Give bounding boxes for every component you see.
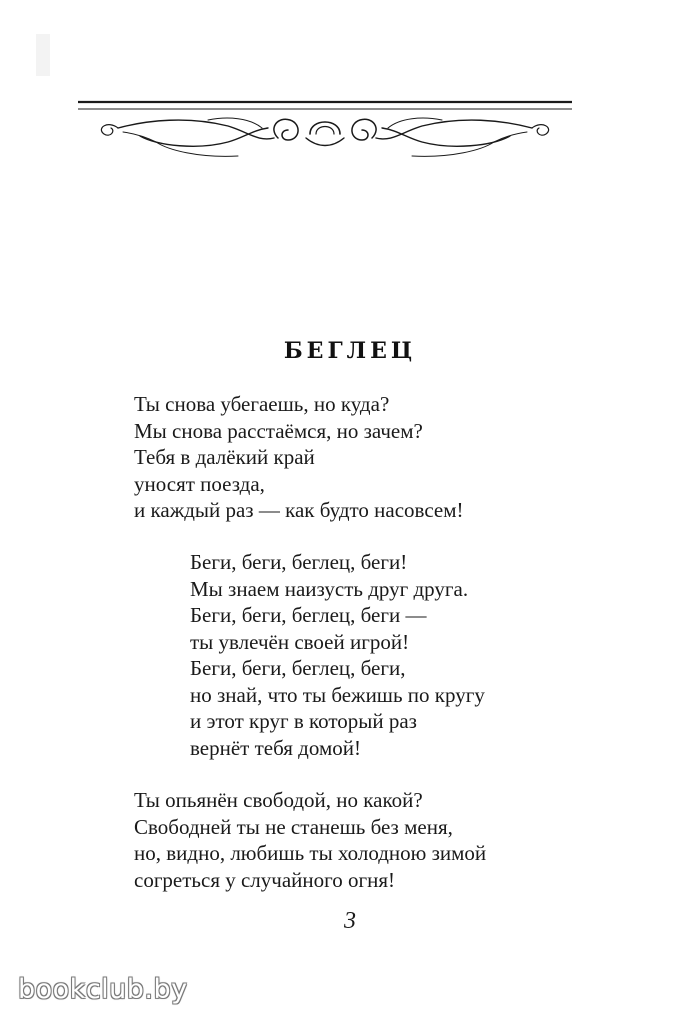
poem-line: вернёт тебя домой! <box>190 735 361 760</box>
scan-shadow <box>36 34 50 76</box>
poem-title: БЕГЛЕЦ <box>283 338 417 364</box>
poem-line: Свободней ты не станешь без меня, <box>134 814 453 839</box>
decorative-header-ornament <box>78 98 572 168</box>
stanza-3 <box>134 787 486 893</box>
poem-line: Беги, беги, беглец, беги! <box>190 550 408 574</box>
poem-line: Ты снова убегаешь, но куда? <box>134 392 390 416</box>
poem-line: и каждый раз — как будто насовсем! <box>134 498 464 522</box>
stanza-2-refrain <box>190 549 485 761</box>
poem-line: ты увлечён своей игрой! <box>190 629 410 654</box>
poem-line: уносят поезда, <box>134 471 265 496</box>
poem-line: Беги, беги, беглец, беги, <box>190 656 406 680</box>
page-number: 3 <box>344 908 356 934</box>
poem-line: Мы снова расстаёмся, но зачем? <box>134 418 423 443</box>
poem-line: но, видно, любишь ты холодною зимой <box>134 841 487 865</box>
poem-line: Беги, беги, беглец, беги — <box>190 603 427 627</box>
stanza-1 <box>134 391 464 524</box>
poem-line: Ты опьянён свободой, но какой? <box>134 788 423 812</box>
poem-line: но знай, что ты бежишь по кругу <box>190 682 485 707</box>
watermark: bookclub.by <box>18 974 188 1005</box>
poem-line: Мы знаем наизусть друг друга. <box>190 576 469 601</box>
poem-line: Тебя в далёкий край <box>134 445 315 469</box>
poem-line: и этот круг в который раз <box>190 709 417 733</box>
poem-line: согреться у случайного огня! <box>134 867 395 892</box>
